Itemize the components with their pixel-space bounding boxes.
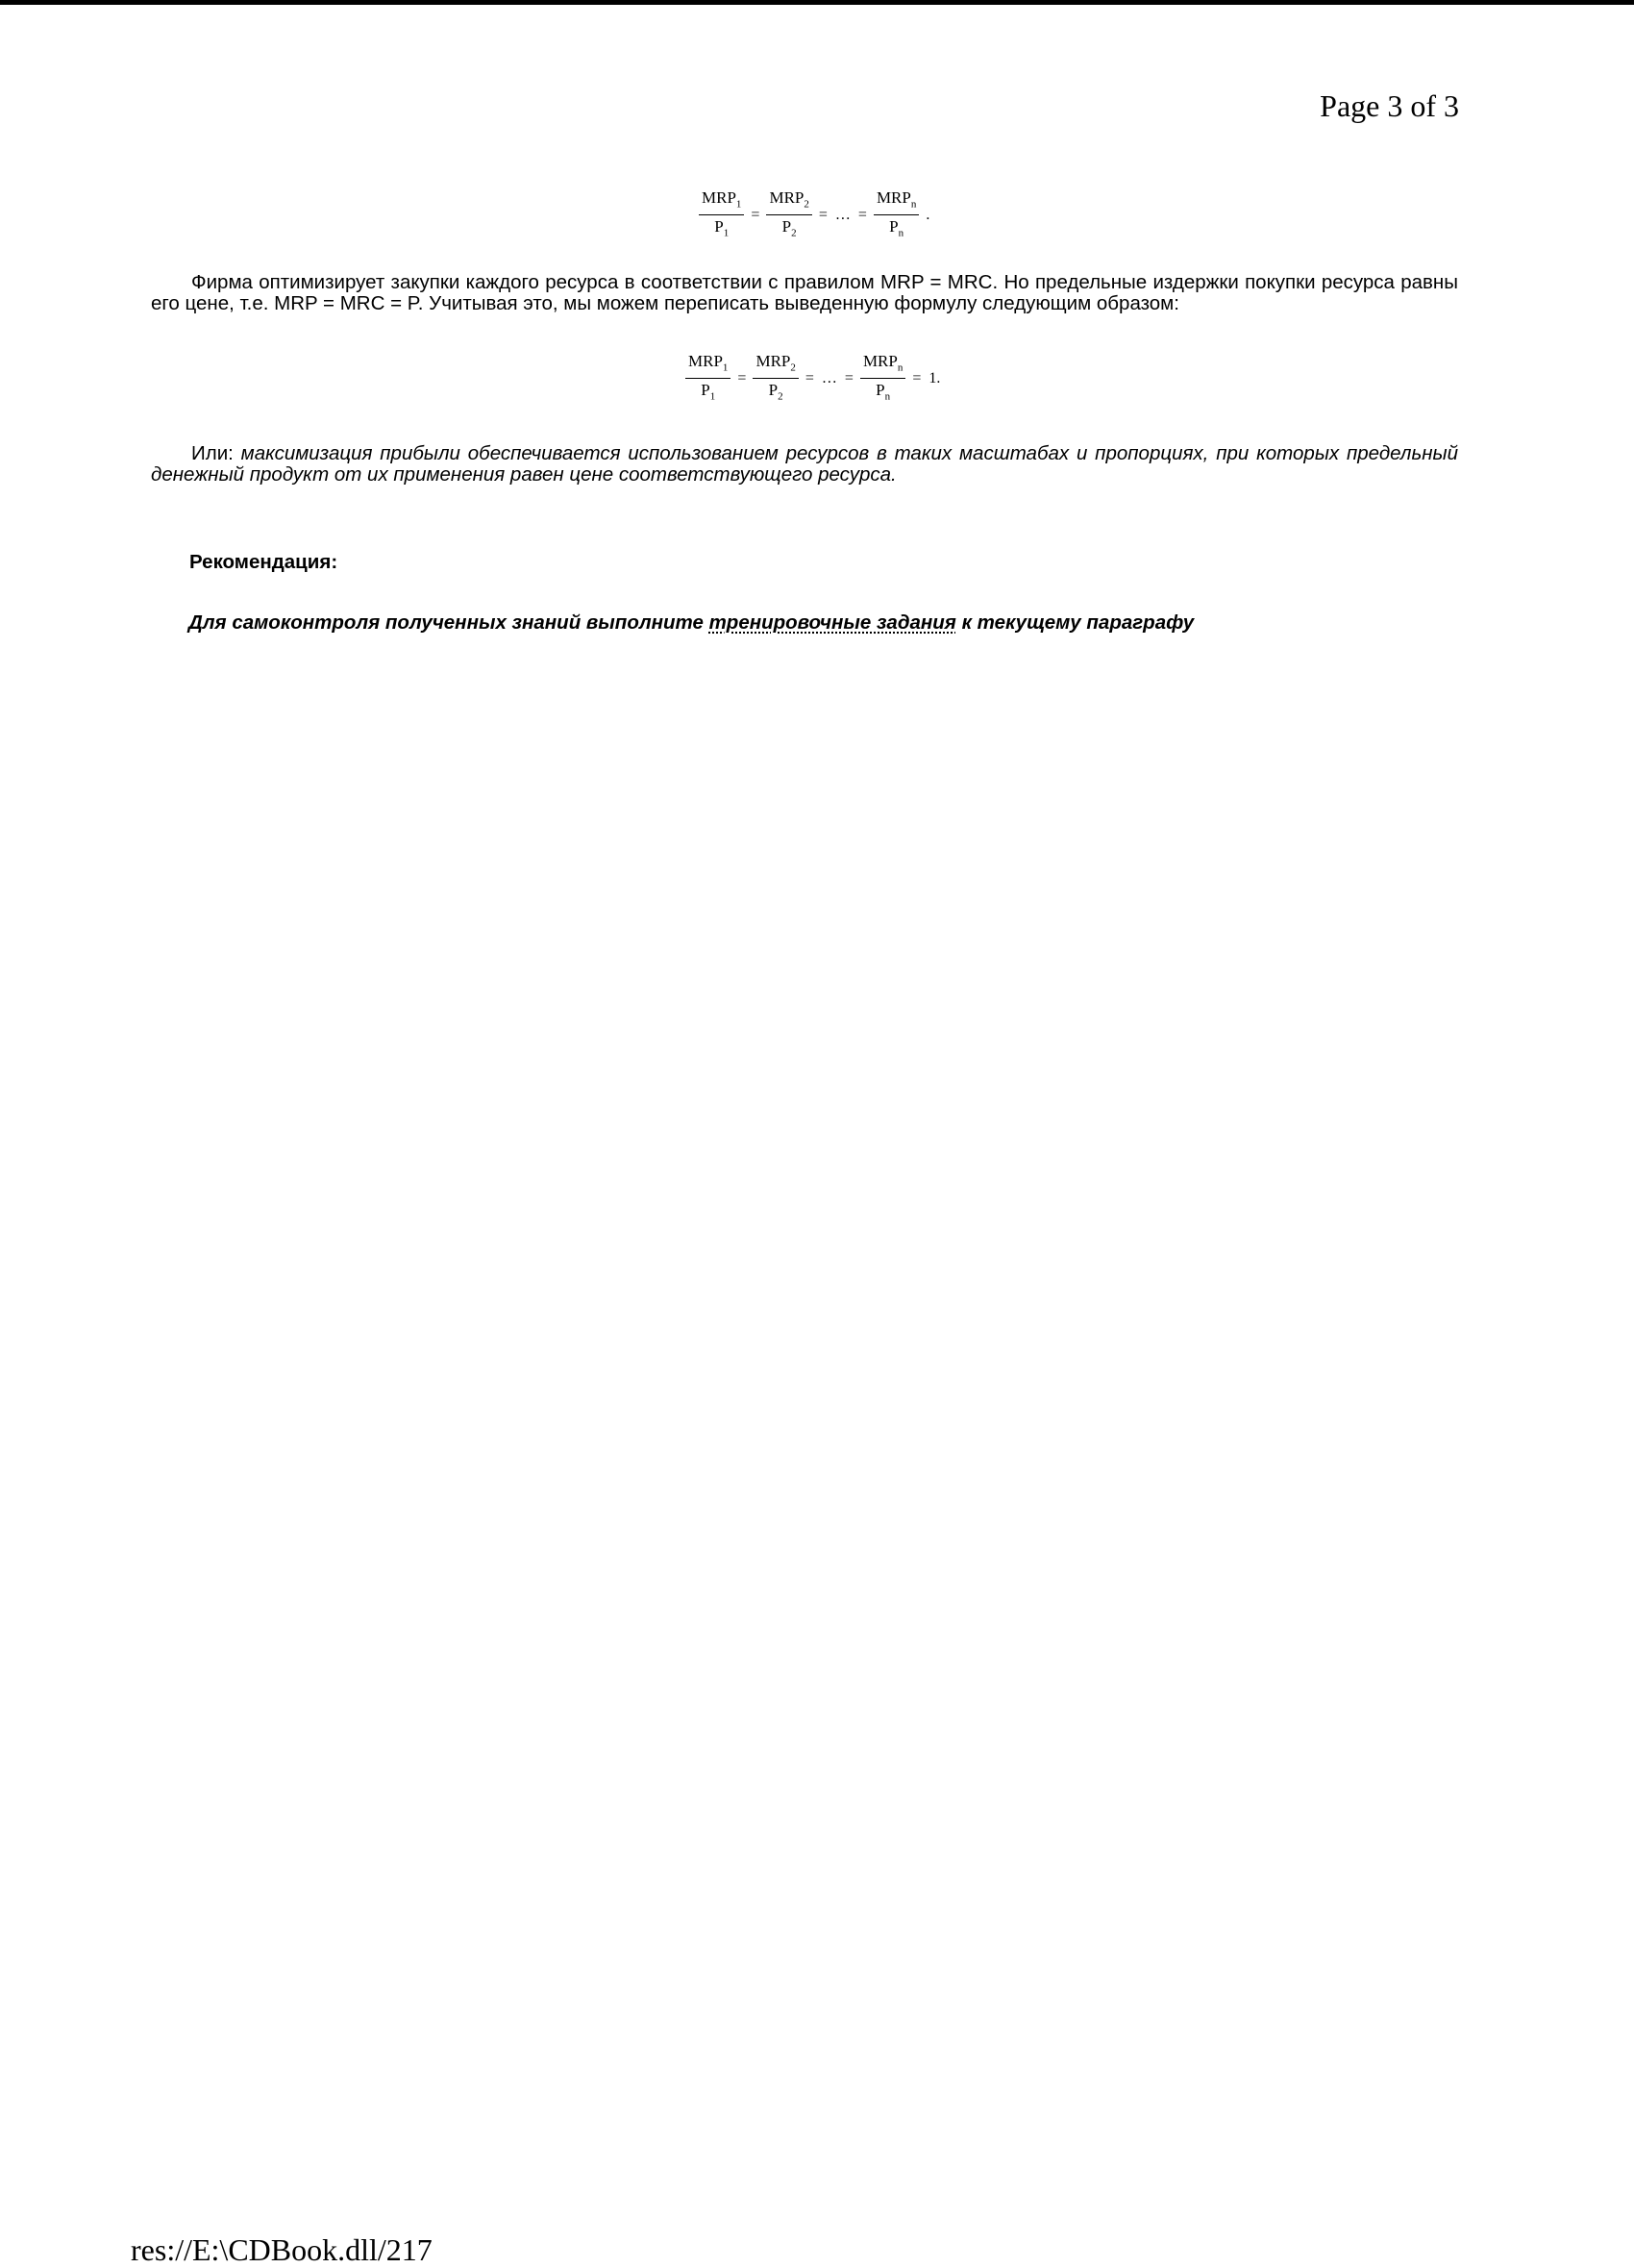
fraction-2-denominator-sub: 2 [791, 227, 797, 239]
fraction-n-denominator-sub: n [898, 227, 904, 239]
fraction-2-denominator-sub: 2 [778, 390, 783, 403]
fraction-1-denominator: P [701, 381, 710, 400]
fraction-2-denominator: P [781, 217, 792, 237]
fraction-n-numerator: MRP [862, 352, 898, 370]
recommendation-text-after: к текущему параграфу [955, 611, 1195, 634]
fraction-2 [766, 188, 811, 243]
fraction-1-numerator-sub: 1 [722, 361, 729, 374]
equals-sign: = [857, 207, 867, 224]
fraction-n-numerator-sub: n [910, 198, 917, 211]
fraction-2-denominator: P [768, 381, 779, 400]
period: . [926, 207, 930, 224]
fraction-2 [753, 352, 798, 407]
fraction-n [860, 352, 905, 407]
fraction-2-numerator: MRP [755, 352, 791, 370]
fraction-1-numerator: MRP [702, 188, 736, 207]
equals-sign: = [912, 370, 922, 387]
equals-sign: = [751, 207, 760, 224]
recommendation-text [188, 611, 1194, 635]
fraction-1-denominator-sub: 1 [723, 227, 730, 239]
fraction-n-denominator: P [876, 381, 885, 400]
formula-mrp-ratio-equals-one [682, 352, 944, 407]
fraction-1 [699, 188, 744, 243]
training-tasks-link[interactable]: тренировочные задания [708, 611, 956, 634]
fraction-1 [685, 352, 730, 407]
paragraph-optimization [151, 272, 1458, 314]
fraction-2-numerator-sub: 2 [804, 198, 809, 211]
page-number: Page 3 of 3 [1320, 88, 1459, 123]
right-hand-side: 1. [928, 370, 941, 387]
paragraph-optimization-text: Фирма оптимизирует закупки каждого ресурса в соответствии с правилом MRP = MRC. Но предельные издержки покупки ресурса равны его цене, т.е. MRP = MRC = P. Учитывая это, мы можем переписать выведенную формулу следующим образом: [151, 271, 1458, 314]
top-border-line [0, 0, 1634, 5]
paragraph-profit-maximization [151, 443, 1458, 486]
fraction-n [874, 188, 919, 243]
formula-mrp-ratio [696, 188, 933, 243]
footer-url: res://E:\CDBook.dll/217 [131, 2232, 433, 2267]
fraction-2-numerator: MRP [769, 188, 805, 207]
fraction-n-denominator-sub: n [884, 390, 891, 403]
ellipsis: … [821, 370, 837, 387]
fraction-n-numerator: MRP [876, 188, 911, 207]
equals-sign: = [818, 207, 828, 224]
paragraph-prefix: Или: [191, 442, 241, 464]
fraction-1-denominator-sub: 1 [709, 390, 716, 403]
fraction-1-numerator-sub: 1 [735, 198, 742, 211]
equals-sign: = [805, 370, 814, 387]
recommendation-text-before: Для самоконтроля полученных знаний выполните [188, 611, 709, 634]
fraction-1-numerator: MRP [688, 352, 723, 370]
recommendation-heading: Рекомендация: [189, 551, 338, 573]
ellipsis: … [834, 207, 851, 224]
equals-sign: = [737, 370, 747, 387]
fraction-n-numerator-sub: n [897, 361, 904, 374]
equals-sign: = [844, 370, 854, 387]
paragraph-italic-text: максимизация прибыли обеспечивается использованием ресурсов в таких масштабах и пропорциях, при которых предельный денежный продукт от их применения равен цене соответствующего ресурса. [151, 442, 1458, 486]
fraction-2-numerator-sub: 2 [790, 361, 796, 374]
fraction-1-denominator: P [714, 217, 724, 237]
fraction-n-denominator: P [889, 217, 899, 237]
